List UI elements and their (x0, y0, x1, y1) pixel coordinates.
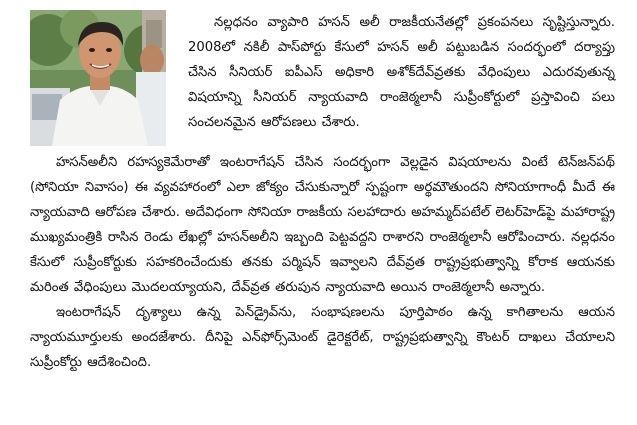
article-paragraph-1: నల్లధనం వ్యాపారి హసన్ అలీ రాజకీయనేతల్లో ప్రకంపనలు సృష్టిస్తున్నారు. 2008లో నకిలీ పాస్‌పోర్టు కేసులో హసన్ అలీ పట్టుబడిన సందర్భంలో దర్యాప్తు చేసిన సీనియర్ ఐపీఎస్ అధికారి అశోక్‌దేవ్‌వ్రతకు వేధింపులు ఎదురవుతున్న విషయాన్ని సీనియర్ న్యాయవాది రాంజెఠ్మలానీ సుప్రీంకోర్టులో ప్రస్తావించి పలు సంచలనమైన ఆరోపణలు చేశారు. (188, 15, 615, 130)
portrait-photo-icon (30, 10, 166, 146)
portrait-photo (30, 10, 166, 146)
article-paragraph-3: ఇంటరాగేషన్ దృశ్యాలు ఉన్న పెన్‌డ్రైవ్‌ను, సంభాషణలను పూర్తిపాఠం ఉన్న కాగితాలను ఆయన న్యాయమూర్తులకు అందజేశారు. దీనిపై ఎన్‌ఫోర్స్‌మెంట్ డైరెక్టరేట్, రాష్ట్రప్రభుత్వాన్ని కౌంటర్ దాఖలు చేయాలని సుప్రీంకోర్టు ఆదేశించింది. (30, 305, 615, 370)
article-paragraph-2: హసన్‌అలీని రహస్యకెమేరాతో ఇంటరాగేషన్ చేసిన సందర్భంగా వెల్లడైన విషయాలను వింటే టెన్‌జన్‌పథ్ (సోనియా నివాసం) ఈ వ్యవహారంలో ఎలా జోక్యం చేసుకున్నారో స్పష్టంగా అర్థమౌతుందని సోనియాగాంధీ మీదే ఈ న్యాయవాది ఆరోపణ చేశారు. అదేవిధంగా సోనియా రాజకీయ సలహాదారు అహమ్మద్‌పటేల్ లెటర్‌హెడ్‌పై మహారాష్ట్ర ముఖ్యమంత్రికి రాసిన రెండు లేఖల్లో హసన్‌అలీని ఇబ్బంది పెట్టవద్దని రాశారని రాంజెఠ్మలానీ ఆరోపించారు. నల్లధనం కేసులో సుప్రీంకోర్టుకు సహకరించేందుకు తనకు పర్మిషన్ ఇవ్వాలని దేవ్‌వ్రత రాష్ట్రప్రభుత్వాన్ని కోరాక ఆయనకు మరింత వేధింపులు మొదలయ్యాయని, దేవ్‌వ్రత తరుపున న్యాయవాది అయిన రాంజెఠ్మలానీ అన్నారు. (30, 155, 615, 295)
